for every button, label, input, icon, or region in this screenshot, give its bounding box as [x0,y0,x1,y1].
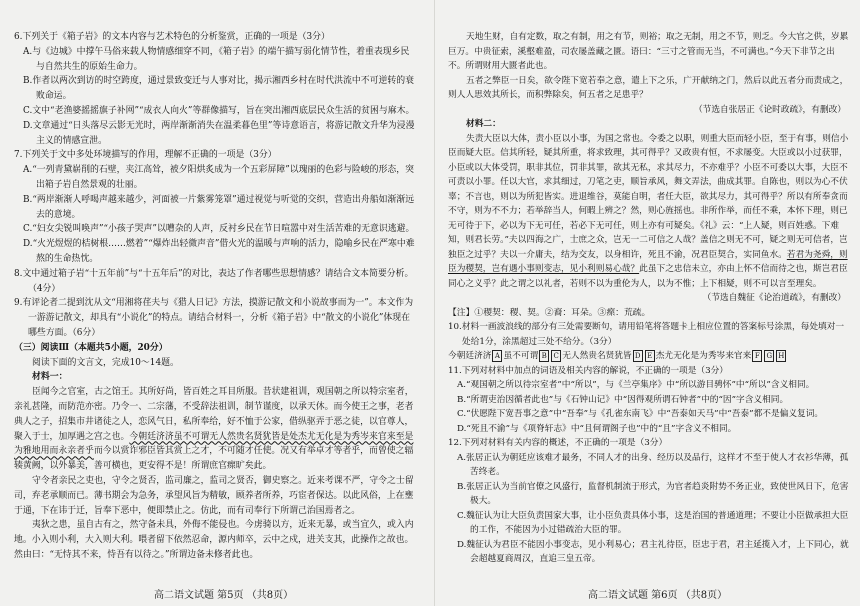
page-fold [434,0,435,606]
q6-option-a: A.与《边城》中撑午马俗来载人物情感细穿不同，《箱子岩》的端午描写弱化情节性，着重表现乡民与自然共生的原始生命力。 [23,46,410,72]
q12-option-b: B.张居正认为当前官僚之风盛行，监督机制流于形式，为官者趋炎附势不务正业，致使世风日下，危害极大。 [457,481,849,506]
material-1-paragraph-4: 夷狄之患，虽自古有之，然守备未具，外侮不能侵也。今虏骑以方，近来无暴，或当宜久，或入内地。小入则小利，大入则大利。喂者留下依然忍命，源内师卒，云中之戍，进关支其，此操作之故也。然由曰：“无恃其不来，恃吾有以待之。”所谓边备未修者此也。 [14,520,414,560]
q7-option-a: A.“一列青黛崭削的石壁，夹江高耸，被夕阳烘炙成为一个五彩屏障”以瑰丽的色彩与险峻的形态，突出箱子岩自然景观的壮丽。 [23,165,415,190]
answer-box-g[interactable]: G [764,350,774,362]
material-1-paragraph-6: 五者之弊臣一日矣，欲令陛下宽若奉之意，遣上下之乐，广开献纳之门，然后以此五者分而责成之，则人人思效其所长，而积弊除矣，何五者之足患乎？ [448,75,849,100]
q10-text-3: 无人然贵名贤犹皆 [562,351,632,361]
material-1-paragraph-3: 守令者亲民之吏也，守令之贤否，监司廉之，监司之贤否，御史察之。近来考课不严，守令之士留司，弃老承顺而已。薄书期会为急务，承望风旨为精敏，顾养者所养，巧宦者保达。以此风俗，上在壅于通，下在讳于迁，旨奉下恶中，便即禁止之。仿此，而有司奉行下所谓己治国焉者之。 [14,475,414,516]
material-2-text-cont: 然，则心旌摇也。非所作举，而任不乘，本怀下理，则已无可待于下，必以为下无可任，若必下无可任，则上亦有可疑矣。《礼》云：“上人疑，则百姓惑。下难知，则君长劳。”夫以四海之广，士庶之众，岂无一二可信之人哉？盖信之则无不可，疑之则无可信者，岂独臣之过乎？夫以一介庸夫，结为交友，以身相许，死且不渝，况君臣契合，实同鱼水。 [448,206,848,260]
material-1-paragraph-5: 天地生财，自有定数，取之有制，用之有节，则裕；取之无制，用之不节，则乏。今大官之供，岁累巨万。中贵征索，溪壑难盈，司农屡盖藏之匮。语曰：“三寸之管而无当，不可满也。”今天下非节之出不。所谓财用大匮者此也。 [448,32,849,71]
answer-box-f[interactable]: F [752,350,762,362]
answer-box-d[interactable]: D [633,350,643,362]
source-citation-1: （节选自张居正《论时政疏》，有删改） [693,104,846,115]
material-1-label: 材料一： [32,372,68,383]
material-1-paragraph [14,385,418,474]
q10-text-2: 虽不可谓 [503,351,539,361]
q10-answer-line [448,349,852,364]
material-1-text: 臣闻今之官室，古之馆王。其所好尚，皆百姓之耳目所服。昔状建祖训，观国朝之所以特宗室者，亲礼甚隆，而防范亦密。乃令一、二宗藩，不受辞法祖训，制节谨度，以承天休。而今使王之事，老者典人之子，招集市井诸徒之人，恋风气日，私所奉给，好不恤于公家，借纵驱弄于恶之徒，以官尊人，聚入于士，加厚遇之宫之也。 [14,387,414,442]
q6-option-d: D.文章通过“日头落尽云影无光时，两岸渐渐消失在温柔暮色里”等诗意语言，将游记散文升华为浸漫主义的情感宣泄。 [23,120,415,146]
material-2-label: 材料二： [466,119,501,129]
page-footer-right: 高二语文试题 第6页 （共8页） [588,590,728,601]
page-footer-left: 高二语文试题 第5页 （共8页） [154,590,294,601]
material-2-text: 失责大臣以大体，责小臣以小事，为国之常也。令委之以职，则重大臣而轻小臣，至于有事，则信小臣而疑大臣。信其所轻，疑其所重，将求致理，其可得乎？又政贵有恒，不求屡变。大臣或以小过获罪，小臣或以大体受罚，职非其位，罚非其罪，欲其无私，求其尽力，不亦难乎？小臣不可委以大事，大臣不可责以小罪。任以大官，求其细过，刀笔之吏，顺旨承风，舞文弄法，曲成其罪。自陈也，则以为心不伏辜；不言也，则以为所犯皆实。进退维谷，莫能自明，者任大臣，欲其尽力，其可得乎？所以有所奉贪而不守，则为不不力；若举辞当人，何暇上辨之？ [448,133,849,216]
material-2-paragraph [448,132,852,292]
material-2-text-end: 此虽下之忠信未立，亦由上怀不信而待之也，斯岂君臣同心之义乎？此之谓之以礼者，若则不以为重伦为人，以为不惟；上下相疑，则不可以言至理矣。 [448,264,848,289]
wavy-underlined-passage: 今朝廷济济虽不可谓无人然贵名贤犹皆是处杰尤无化是为秀岑来官来至是为雅地用而永亲者乎 [14,431,414,457]
answer-box-h[interactable]: H [778,351,785,360]
q9: 9.有评论者二提到沈从文“用湘将荏夫与《猎人日记》方法，摸游记散文和小说故事而为一”。本文作为一游游记散文，却具有“小说化”的特点。请结合材料一，分析《箱子岩》中“散文的小说化”体现在哪些方面。（6分） [14,298,414,338]
q11-option-a: A.“观国朝之所以待宗室者”中“所以”，与《兰亭集序》中“所以游目骋怀”中“所以”含义相同。 [457,380,815,390]
q11-option-c: C.“伏愿陛下宽吾事之意”中“吾奉”与《孔雀东南飞》中“吾泰如天马”中“吾泰”都不是偏义复词。 [457,409,824,419]
answer-box-a[interactable]: A [492,350,502,362]
answer-box-e[interactable]: E [645,350,655,362]
left-column [14,30,418,563]
q7-option-b: B.“两岸渐渐人呼喝声越来越少，河面被一片紫雾笼罩”通过视觉与听觉的交织，营造出舟船如渐渐远去的意境。 [23,194,415,220]
q12-option-c: C.魏征认为让大臣负责国家大事，让小臣负责具体小事，这是治国的普通道理；不要让小臣做承担大臣的工作，不能因为小过错疏治大臣的罪。 [457,510,849,535]
answer-box-c[interactable]: C [551,350,561,362]
q6-stem: 6.下列关于《箱子岩》的文本内容与艺术特色的分析鉴赏，正确的一项是（3分） [14,32,330,42]
section-heading: （三）阅读Ⅲ（本题共5小题，20分） [14,342,168,353]
q10-text-1: 今朝廷济济 [448,351,492,361]
q12-option-a: A.张居正认为朝廷应该难才最务，不同人才的出身、经历以及品行，这样才不至于使人才衣衫华薄，孤苦终老。 [457,452,849,477]
q10-text-4: 杰尤无化是为秀岑来官来 [655,351,752,361]
q10-stem: 10.材料一画波浪线的部分有三处需要断句，请用铅笔将答题卡上相应位置的答案标号涂黑，每处填对一处给1分，涂黑超过三处不给分。（3分） [448,322,845,347]
q7-option-c: C.“妇女尖锐叫唤声”“小孩子哭声”以嘈杂的人声，反衬乡民在节日喧嚣中对生活苦难的无意识逃避。 [23,224,415,235]
q6-option-b: B.作者以两次到访的时空跨度，通过景致变迁与人事对比，揭示湘西乡村在时代洪流中不可逆转的衰败命运。 [23,76,414,102]
q11-option-b: B.“所谓吏治因循者此也”与《石钟山记》中“因得观所谓石钟者”中的“因”字含义相同。 [457,394,789,405]
q7-stem: 7.下列关于文中多处环境描写的作用，理解不正确的一项是（3分） [14,150,277,161]
q11-stem: 11.下列对材料中加点的词语及相关内容的解说，不正确的一项是（3分） [448,365,728,376]
source-citation-2: （节选自魏征《论治道疏》，有删改） [702,293,846,303]
section-instruction: 阅读下面的文言文，完成10～14题。 [32,357,179,368]
answer-box-b[interactable]: B [539,350,549,362]
q6-option-c: C.文中“老渔婆摇摇旗子补网”“成衣人向火”等群像描写，旨在突出湘西底层民众生活的贫困与麻木。 [23,105,415,116]
q8: 8.文中通过箱子岩“十五年前”与“十五年后”的对比，表达了作者哪些思想情感？请结合文本简要分析。（4分） [14,268,414,294]
right-column [448,30,852,567]
q12-stem: 12.下列对材料有关内容的概述，不正确的一项是（3分） [448,438,668,448]
q11-option-d: D.“死且不渝”与《项脊轩志》中“且何谓阁子也”中的“且”字含义不相同。 [457,423,737,434]
q12-option-d: D.魏征认为君臣不能因小事变志，见小利易心；君主礼待臣，臣忠于君，君主延揽入才，上下同心，就会超越夏商周汉，直追三皇五帝。 [457,539,849,564]
underlined-sentence: 若君为尧舜，则臣为稷契，岂有遇小事则变志，见小利则易心哉？ [448,249,848,274]
annotation-note: 【注】①稷契：稷、契。②裔：耳朵。③瘝：荒疏。 [448,307,651,318]
q7-option-d: D.“火光煜煜的桔树根……燃着”“爆炸出轻微声音”借火光的温暖与声响的活力，隐喻乡民在严寒中难熬的生命热忱。 [23,239,415,264]
material-1-text-cont: 而今以赏诈邪臣皆其赏上之才，不可随才任使。况又有举卓才等者乎，而曾使之辐辏黄阙，以外暴美，善可横也，更安得不是！所谓庶官瘝旷矣此。 [14,446,414,472]
